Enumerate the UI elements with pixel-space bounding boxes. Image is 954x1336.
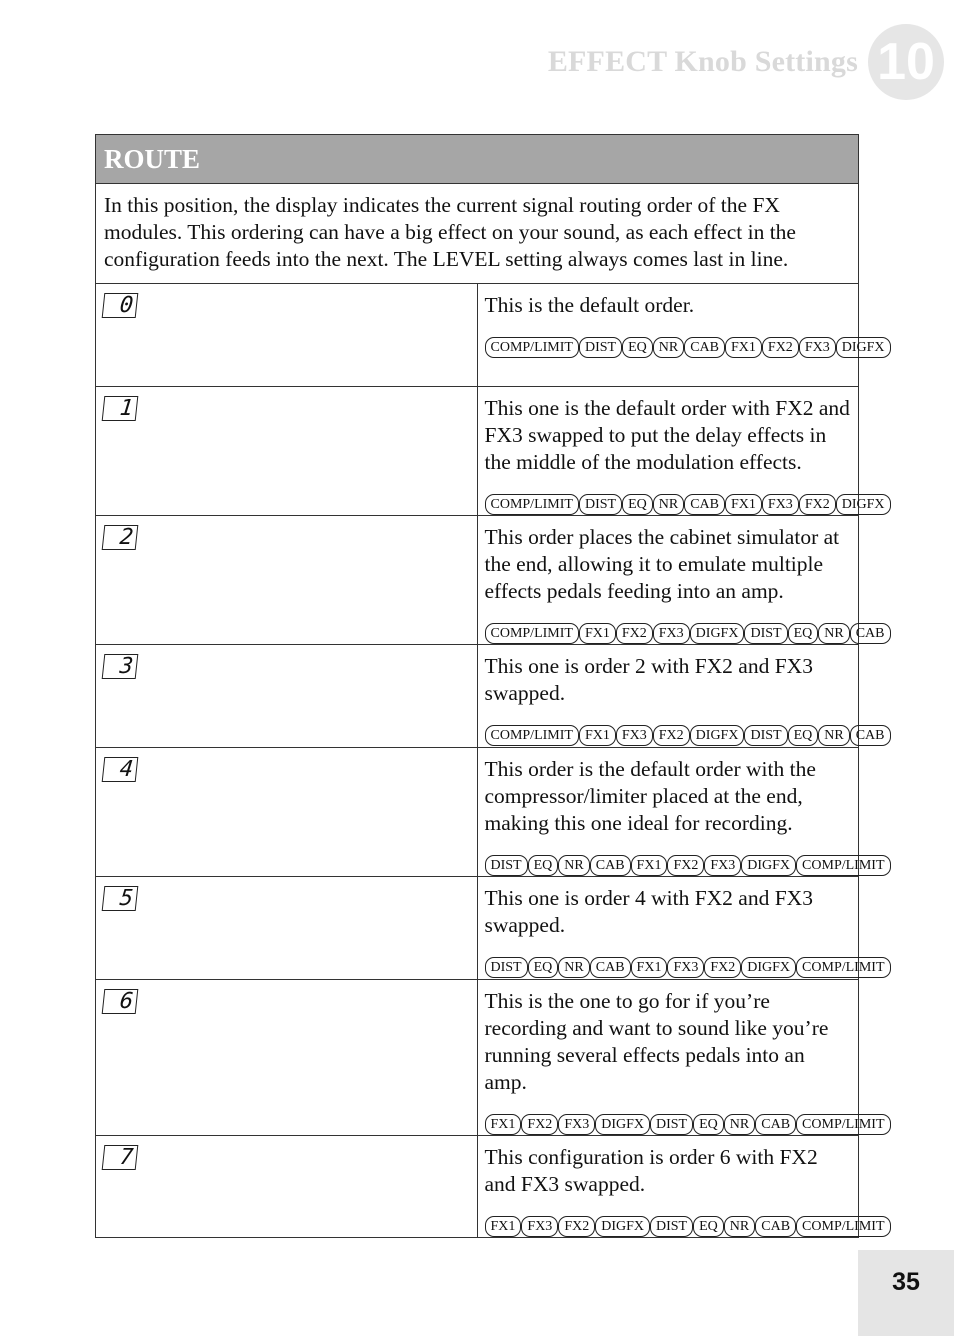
- route-number-cell: [96, 284, 478, 387]
- route-number-cell: [96, 980, 478, 1136]
- route-description-cell: [477, 980, 885, 1136]
- module-pill: COMP/LIMIT: [485, 623, 579, 644]
- module-pill: FX1: [579, 725, 616, 746]
- lcd-display-digit: 4: [102, 757, 139, 782]
- module-pill: COMP/LIMIT: [485, 494, 579, 515]
- module-pill: CAB: [590, 855, 631, 876]
- module-pill: NR: [818, 725, 849, 746]
- module-pill: NR: [818, 623, 849, 644]
- module-pill: NR: [653, 494, 684, 515]
- module-pill: DIST: [650, 1216, 693, 1237]
- module-pill: DIGFX: [741, 957, 796, 978]
- module-pill: NR: [653, 337, 684, 358]
- module-pill: FX1: [725, 337, 762, 358]
- module-pill: COMP/LIMIT: [796, 957, 890, 978]
- section-title: ROUTE: [96, 135, 859, 184]
- page-number: 35: [892, 1268, 920, 1296]
- module-pill: CAB: [755, 1216, 796, 1237]
- module-pill: COMP/LIMIT: [485, 337, 579, 358]
- lcd-display-digit: 2: [102, 525, 139, 550]
- lcd-display-digit: 7: [102, 1145, 139, 1170]
- module-pill: EQ: [528, 957, 559, 978]
- signal-chain: [485, 623, 885, 644]
- route-description-cell: [477, 748, 885, 877]
- module-pill: NR: [558, 855, 589, 876]
- module-pill: DIGFX: [690, 623, 745, 644]
- module-pill: EQ: [528, 855, 559, 876]
- route-row: [96, 877, 859, 980]
- signal-chain: [485, 1216, 885, 1237]
- module-pill: EQ: [622, 337, 653, 358]
- page-number-tab: [858, 1250, 954, 1336]
- route-description: This one is order 2 with FX2 and FX3 swapped.: [484, 654, 813, 705]
- route-number-cell: [96, 645, 478, 748]
- route-row: [96, 748, 859, 877]
- module-pill: DIGFX: [690, 725, 745, 746]
- module-pill: FX2: [667, 855, 704, 876]
- module-pill: DIST: [744, 725, 787, 746]
- route-row: [96, 980, 859, 1136]
- module-pill: FX3: [616, 725, 653, 746]
- module-pill: NR: [724, 1216, 755, 1237]
- route-description-cell: [477, 516, 885, 645]
- module-pill: COMP/LIMIT: [796, 1216, 890, 1237]
- module-pill: DIST: [579, 494, 622, 515]
- chapter-title: EFFECT Knob Settings: [547, 45, 858, 78]
- route-description-cell: [477, 284, 885, 387]
- route-number-cell: [96, 516, 478, 645]
- module-pill: DIST: [485, 855, 528, 876]
- module-pill: FX3: [558, 1114, 595, 1135]
- route-number-cell: [96, 748, 478, 877]
- signal-chain: [485, 337, 885, 358]
- section-intro: In this position, the display indicates the current signal routing order of the FX modules. This ordering can have a big effect on your sound, as each effect in the configuration feeds into the next. The LEVEL setting always comes last in line.: [96, 184, 859, 284]
- route-description-cell: [477, 1136, 885, 1238]
- lcd-display-digit: 1: [102, 396, 139, 421]
- module-pill: CAB: [850, 725, 891, 746]
- module-pill: FX2: [616, 623, 653, 644]
- route-description-cell: [477, 645, 885, 748]
- module-pill: FX1: [725, 494, 762, 515]
- route-description: This configuration is order 6 with FX2 and FX3 swapped.: [484, 1145, 818, 1196]
- module-pill: DIGFX: [741, 855, 796, 876]
- module-pill: FX3: [667, 957, 704, 978]
- module-pill: FX1: [485, 1114, 522, 1135]
- route-number-cell: [96, 877, 478, 980]
- lcd-display-digit: 6: [102, 989, 139, 1014]
- route-number-cell: [96, 1136, 478, 1238]
- module-pill: EQ: [622, 494, 653, 515]
- route-description-cell: [477, 877, 885, 980]
- module-pill: CAB: [850, 623, 891, 644]
- module-pill: DIGFX: [595, 1114, 650, 1135]
- signal-chain: [485, 725, 885, 746]
- lcd-display-digit: 3: [102, 654, 139, 679]
- route-table: [95, 134, 885, 1238]
- module-pill: FX2: [558, 1216, 595, 1237]
- signal-chain: [485, 1114, 885, 1135]
- signal-chain: [485, 855, 885, 876]
- route-number-cell: [96, 387, 478, 516]
- route-description: This order places the cabinet simulator at the end, allowing it to emulate multiple effects pedals feeding into an amp.: [484, 525, 840, 603]
- module-pill: DIST: [744, 623, 787, 644]
- signal-chain: [485, 957, 885, 978]
- page-header: [547, 33, 944, 91]
- route-row: [96, 387, 859, 516]
- lcd-display-digit: 5: [102, 886, 139, 911]
- route-row: [96, 284, 859, 387]
- module-pill: EQ: [693, 1114, 724, 1135]
- module-pill: EQ: [693, 1216, 724, 1237]
- module-pill: FX1: [631, 957, 668, 978]
- module-pill: FX3: [799, 337, 836, 358]
- module-pill: FX2: [521, 1114, 558, 1135]
- module-pill: CAB: [684, 337, 725, 358]
- module-pill: COMP/LIMIT: [485, 725, 579, 746]
- module-pill: COMP/LIMIT: [796, 855, 890, 876]
- route-row: [96, 645, 859, 748]
- module-pill: FX3: [521, 1216, 558, 1237]
- module-pill: FX1: [579, 623, 616, 644]
- module-pill: FX2: [704, 957, 741, 978]
- module-pill: FX3: [704, 855, 741, 876]
- module-pill: FX3: [762, 494, 799, 515]
- module-pill: DIST: [485, 957, 528, 978]
- route-description: This one is the default order with FX2 and FX3 swapped to put the delay effects in the middle of the modulation effects.: [484, 396, 850, 474]
- module-pill: FX2: [762, 337, 799, 358]
- module-pill: FX2: [653, 725, 690, 746]
- route-description: This order is the default order with the compressor/limiter placed at the end, making this one ideal for recording.: [484, 757, 816, 835]
- module-pill: NR: [724, 1114, 755, 1135]
- route-row: [96, 516, 859, 645]
- module-pill: EQ: [788, 725, 819, 746]
- module-pill: CAB: [755, 1114, 796, 1135]
- module-pill: CAB: [590, 957, 631, 978]
- module-pill: DIGFX: [595, 1216, 650, 1237]
- chapter-number-badge: 10: [868, 24, 944, 100]
- module-pill: FX2: [799, 494, 836, 515]
- route-description-cell: [477, 387, 885, 516]
- module-pill: DIST: [650, 1114, 693, 1135]
- route-description: This is the one to go for if you’re recording and want to sound like you’re running several effects pedals into an amp.: [484, 989, 829, 1094]
- module-pill: CAB: [684, 494, 725, 515]
- module-pill: DIGFX: [836, 337, 891, 358]
- route-row: [96, 1136, 859, 1238]
- lcd-display-digit: 0: [102, 293, 139, 318]
- module-pill: DIGFX: [836, 494, 891, 515]
- module-pill: EQ: [788, 623, 819, 644]
- signal-chain: [485, 494, 885, 515]
- module-pill: NR: [558, 957, 589, 978]
- module-pill: DIST: [579, 337, 622, 358]
- route-description: This one is order 4 with FX2 and FX3 swapped.: [484, 886, 813, 937]
- module-pill: FX1: [631, 855, 668, 876]
- route-description: This is the default order.: [484, 293, 695, 317]
- module-pill: FX1: [485, 1216, 522, 1237]
- module-pill: FX3: [653, 623, 690, 644]
- module-pill: COMP/LIMIT: [796, 1114, 890, 1135]
